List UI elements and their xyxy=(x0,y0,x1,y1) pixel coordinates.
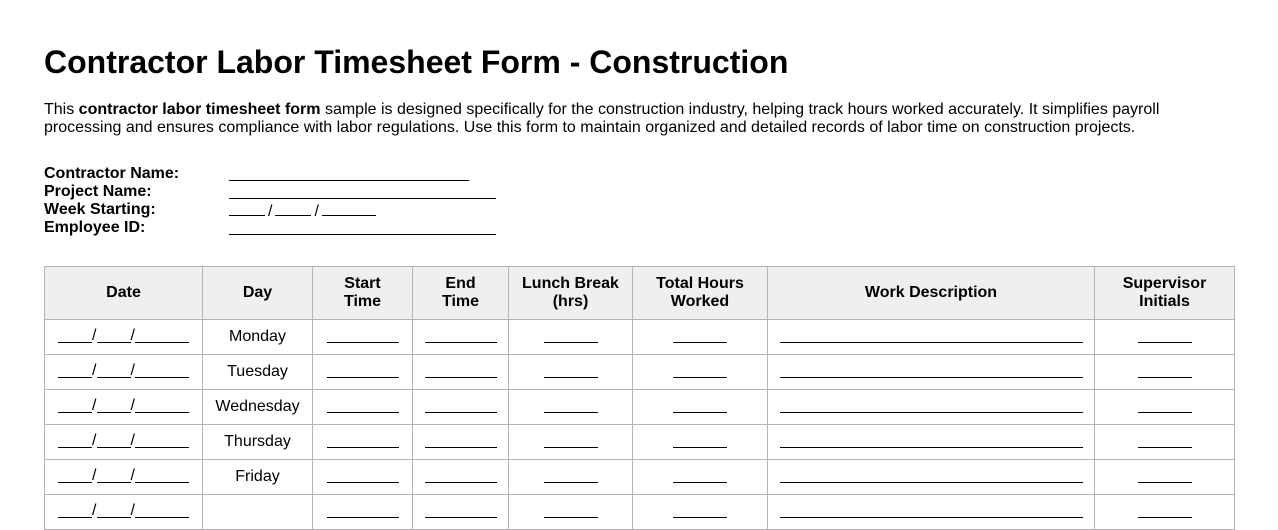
date-separator: / xyxy=(130,361,135,379)
supervisor-initials-cell[interactable] xyxy=(1095,460,1235,495)
project-name-field[interactable] xyxy=(229,198,496,199)
header-work-description: Work Description xyxy=(768,267,1095,320)
day-cell: Thursday xyxy=(203,425,313,460)
end-time-blank[interactable] xyxy=(425,330,497,343)
date-month-blank[interactable] xyxy=(58,505,92,518)
contractor-name-label: Contractor Name: xyxy=(44,165,180,182)
date-month-blank[interactable] xyxy=(58,470,92,483)
date-cell[interactable] xyxy=(45,460,203,495)
table-row xyxy=(45,495,1235,530)
supervisor-initials-cell[interactable] xyxy=(1095,495,1235,530)
date-separator: / xyxy=(92,396,97,414)
header-end-time xyxy=(413,267,509,320)
day-cell: Monday xyxy=(203,320,313,355)
end-time-cell[interactable] xyxy=(413,390,509,425)
work-description-cell[interactable] xyxy=(768,390,1095,425)
lunch-break-blank[interactable] xyxy=(544,435,598,448)
work-description-blank[interactable] xyxy=(780,435,1083,448)
lunch-break-blank[interactable] xyxy=(544,505,598,518)
total-hours-cell[interactable] xyxy=(633,495,768,530)
work-description-blank[interactable] xyxy=(780,470,1083,483)
date-separator: / xyxy=(130,501,135,519)
supervisor-initials-blank[interactable] xyxy=(1138,435,1192,448)
date-separator: / xyxy=(92,361,97,379)
timesheet-table xyxy=(44,266,1235,530)
total-hours-blank[interactable] xyxy=(673,435,727,448)
end-time-cell[interactable] xyxy=(413,460,509,495)
date-separator: / xyxy=(92,466,97,484)
date-cell[interactable] xyxy=(45,390,203,425)
week-year-blank[interactable] xyxy=(322,201,376,216)
date-month-blank[interactable] xyxy=(58,435,92,448)
end-time-blank[interactable] xyxy=(425,505,497,518)
date-separator: / xyxy=(92,501,97,519)
total-hours-blank[interactable] xyxy=(673,365,727,378)
header-lunch-break-text: Lunch Break (hrs) xyxy=(522,275,619,310)
start-time-cell[interactable] xyxy=(313,495,413,530)
work-description-blank[interactable] xyxy=(780,505,1083,518)
work-description-blank[interactable] xyxy=(780,400,1083,413)
week-starting-field[interactable] xyxy=(229,201,376,221)
supervisor-initials-cell[interactable] xyxy=(1095,320,1235,355)
header-end-time-text: End Time xyxy=(441,275,480,310)
supervisor-initials-cell[interactable] xyxy=(1095,355,1235,390)
day-cell: Wednesday xyxy=(203,390,313,425)
total-hours-blank[interactable] xyxy=(673,505,727,518)
supervisor-initials-blank[interactable] xyxy=(1138,505,1192,518)
table-row xyxy=(45,355,1235,390)
end-time-cell[interactable] xyxy=(413,320,509,355)
date-separator: / xyxy=(314,203,319,220)
header-total-hours-text: Total Hours Worked xyxy=(656,275,744,310)
work-description-cell[interactable] xyxy=(768,495,1095,530)
header-supervisor-initials xyxy=(1095,267,1235,320)
employee-id-field[interactable] xyxy=(229,234,496,235)
date-separator: / xyxy=(130,466,135,484)
start-time-blank[interactable] xyxy=(327,400,399,413)
table-row xyxy=(45,460,1235,495)
date-month-blank[interactable] xyxy=(58,365,92,378)
start-time-cell[interactable] xyxy=(313,355,413,390)
end-time-cell[interactable] xyxy=(413,425,509,460)
total-hours-blank[interactable] xyxy=(673,330,727,343)
start-time-blank[interactable] xyxy=(327,470,399,483)
table-row xyxy=(45,425,1235,460)
total-hours-cell[interactable] xyxy=(633,390,768,425)
date-day-blank[interactable] xyxy=(97,435,131,448)
start-time-blank[interactable] xyxy=(327,435,399,448)
day-cell: Friday xyxy=(203,460,313,495)
timesheet-body xyxy=(45,320,1235,530)
date-separator: / xyxy=(92,431,97,449)
date-year-blank[interactable] xyxy=(135,505,189,518)
work-description-cell[interactable] xyxy=(768,320,1095,355)
date-day-blank[interactable] xyxy=(97,365,131,378)
date-month-blank[interactable] xyxy=(58,330,92,343)
start-time-cell[interactable] xyxy=(313,390,413,425)
contractor-name-field[interactable] xyxy=(229,180,469,181)
lunch-break-blank[interactable] xyxy=(544,400,598,413)
week-day-blank[interactable] xyxy=(275,201,311,216)
total-hours-cell[interactable] xyxy=(633,460,768,495)
start-time-blank[interactable] xyxy=(327,365,399,378)
table-row xyxy=(45,390,1235,425)
intro-paragraph xyxy=(44,101,1234,137)
date-year-blank[interactable] xyxy=(135,400,189,413)
work-description-blank[interactable] xyxy=(780,365,1083,378)
date-separator: / xyxy=(130,326,135,344)
lunch-break-blank[interactable] xyxy=(544,330,598,343)
lunch-break-cell[interactable] xyxy=(509,460,633,495)
project-name-label: Project Name: xyxy=(44,183,152,200)
end-time-cell[interactable] xyxy=(413,355,509,390)
header-start-time xyxy=(313,267,413,320)
start-time-cell[interactable] xyxy=(313,460,413,495)
lunch-break-blank[interactable] xyxy=(544,470,598,483)
intro-suffix: sample is designed specifically for the construction industry, helping track hours worked accurately. It simplifies payroll processing and ensures compliance with labor regulations. Use this form to maintain organized and detailed records of labor time on construction projects. xyxy=(44,101,1160,136)
table-header-row xyxy=(45,267,1235,320)
date-year-blank[interactable] xyxy=(135,365,189,378)
end-time-blank[interactable] xyxy=(425,400,497,413)
lunch-break-cell[interactable] xyxy=(509,425,633,460)
intro-prefix: This xyxy=(44,101,79,118)
lunch-break-blank[interactable] xyxy=(544,365,598,378)
day-cell: Tuesday xyxy=(203,355,313,390)
start-time-blank[interactable] xyxy=(327,505,399,518)
supervisor-initials-blank[interactable] xyxy=(1138,470,1192,483)
week-starting-label: Week Starting: xyxy=(44,201,156,218)
total-hours-cell[interactable] xyxy=(633,355,768,390)
work-description-cell[interactable] xyxy=(768,355,1095,390)
start-time-cell[interactable] xyxy=(313,425,413,460)
start-time-blank[interactable] xyxy=(327,330,399,343)
work-description-cell[interactable] xyxy=(768,460,1095,495)
lunch-break-cell[interactable] xyxy=(509,495,633,530)
date-year-blank[interactable] xyxy=(135,470,189,483)
supervisor-initials-blank[interactable] xyxy=(1138,400,1192,413)
supervisor-initials-cell[interactable] xyxy=(1095,425,1235,460)
date-separator: / xyxy=(92,326,97,344)
total-hours-blank[interactable] xyxy=(673,470,727,483)
date-day-blank[interactable] xyxy=(97,400,131,413)
header-supervisor-initials-text: Supervisor Initials xyxy=(1122,275,1207,310)
lunch-break-cell[interactable] xyxy=(509,355,633,390)
header-total-hours xyxy=(633,267,768,320)
supervisor-initials-blank[interactable] xyxy=(1138,330,1192,343)
supervisor-initials-blank[interactable] xyxy=(1138,365,1192,378)
date-year-blank[interactable] xyxy=(135,435,189,448)
header-start-time-text: Start Time xyxy=(343,275,382,310)
date-year-blank[interactable] xyxy=(135,330,189,343)
date-month-blank[interactable] xyxy=(58,400,92,413)
total-hours-cell[interactable] xyxy=(633,320,768,355)
date-day-blank[interactable] xyxy=(97,505,131,518)
header-lunch-break xyxy=(509,267,633,320)
date-cell[interactable] xyxy=(45,320,203,355)
date-cell[interactable] xyxy=(45,495,203,530)
header-day: Day xyxy=(203,267,313,320)
end-time-blank[interactable] xyxy=(425,435,497,448)
date-day-blank[interactable] xyxy=(97,470,131,483)
date-separator: / xyxy=(268,203,273,220)
date-cell[interactable] xyxy=(45,425,203,460)
start-time-cell[interactable] xyxy=(313,320,413,355)
total-hours-cell[interactable] xyxy=(633,425,768,460)
work-description-blank[interactable] xyxy=(780,330,1083,343)
table-row xyxy=(45,320,1235,355)
intro-bold: contractor labor timesheet form xyxy=(78,101,321,118)
work-description-cell[interactable] xyxy=(768,425,1095,460)
date-separator: / xyxy=(130,431,135,449)
supervisor-initials-cell[interactable] xyxy=(1095,390,1235,425)
lunch-break-cell[interactable] xyxy=(509,390,633,425)
day-cell xyxy=(203,495,313,530)
date-cell[interactable] xyxy=(45,355,203,390)
lunch-break-cell[interactable] xyxy=(509,320,633,355)
date-day-blank[interactable] xyxy=(97,330,131,343)
week-month-blank[interactable] xyxy=(229,201,265,216)
date-separator: / xyxy=(130,396,135,414)
end-time-blank[interactable] xyxy=(425,470,497,483)
end-time-blank[interactable] xyxy=(425,365,497,378)
end-time-cell[interactable] xyxy=(413,495,509,530)
page-title: Contractor Labor Timesheet Form - Construction xyxy=(44,44,789,80)
total-hours-blank[interactable] xyxy=(673,400,727,413)
employee-id-label: Employee ID: xyxy=(44,219,146,236)
header-date: Date xyxy=(45,267,203,320)
